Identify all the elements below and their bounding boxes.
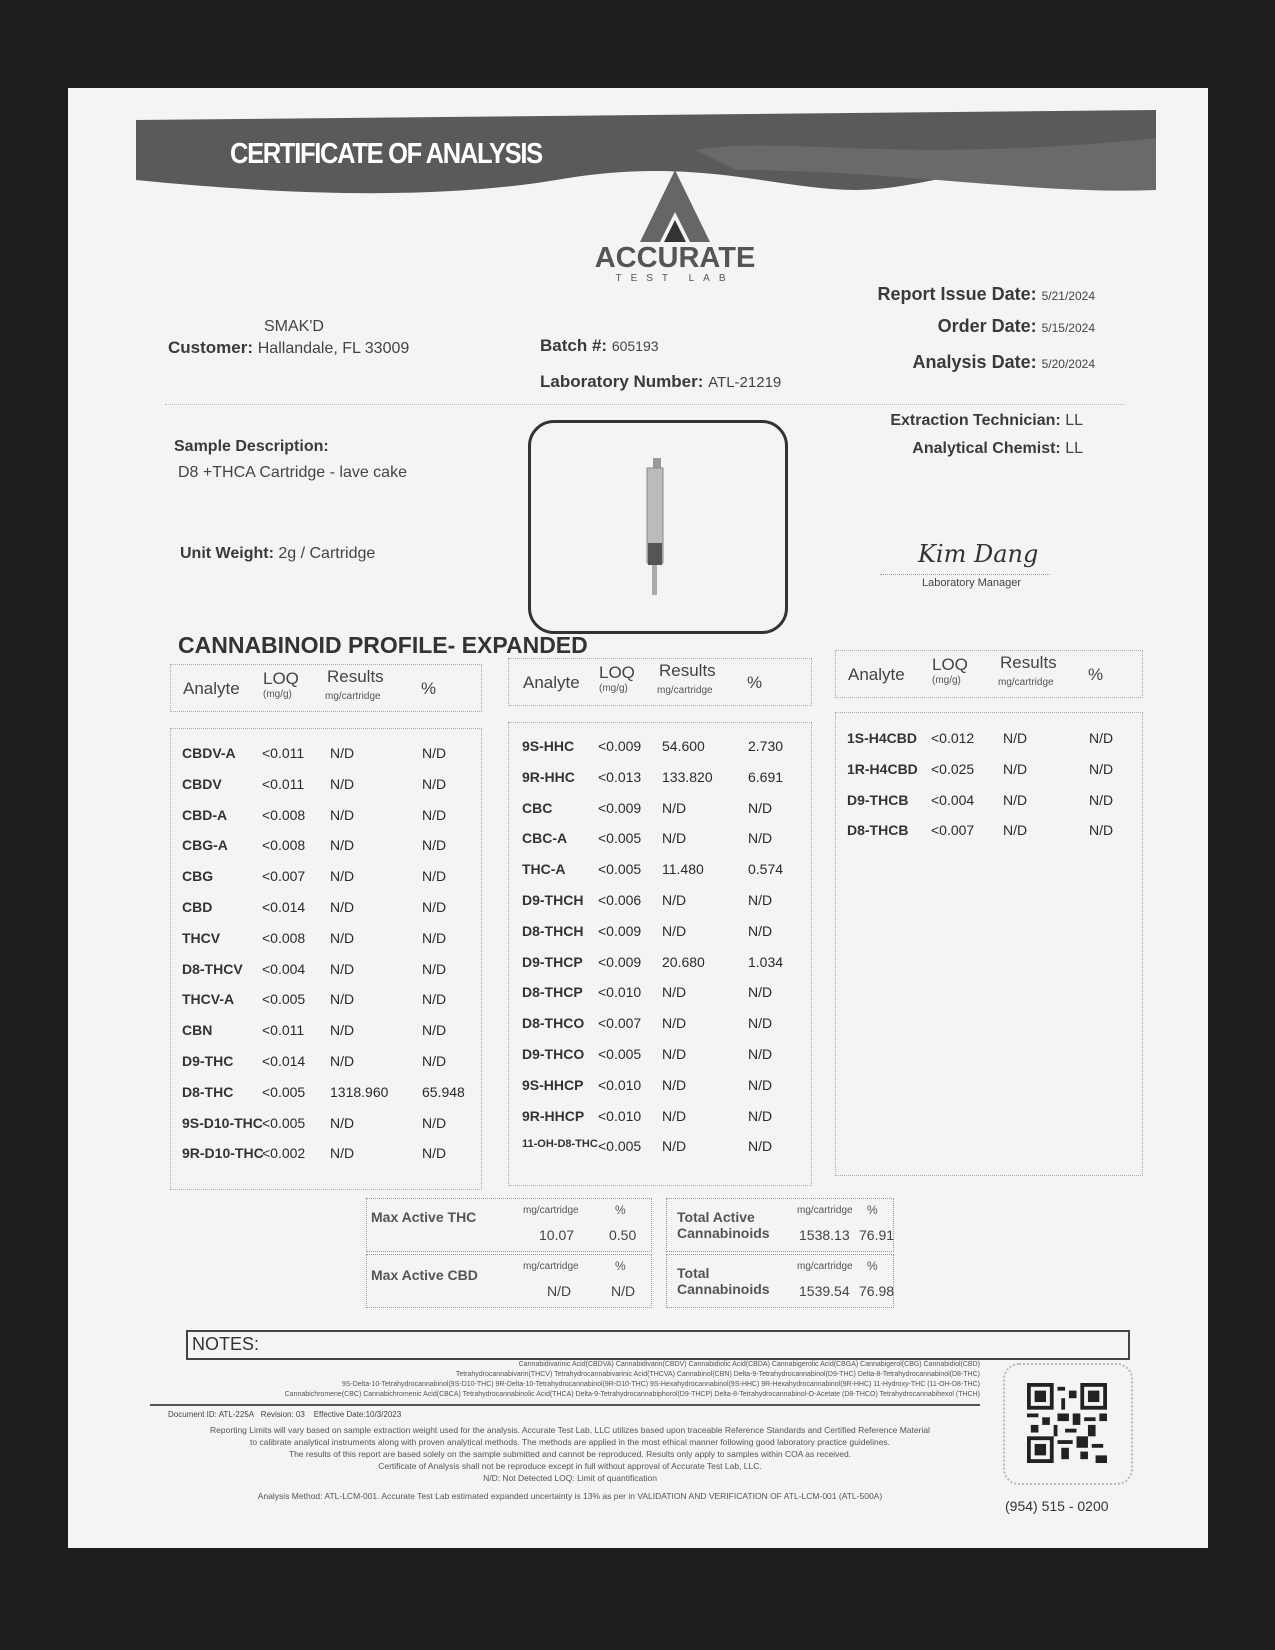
- document-effective-date: Effective Date:10/3/2023: [313, 1410, 402, 1419]
- analyte-name: D8-THCV: [182, 960, 243, 977]
- signature-title: Laboratory Manager: [922, 577, 1022, 589]
- disclaimer-line: N/D: Not Detected LOQ: Limit of quantification: [483, 1473, 657, 1483]
- total-active-mg-unit: mg/cartridge: [797, 1205, 853, 1216]
- customer-label: Customer:: [168, 338, 254, 357]
- logo-subtitle: TEST LAB: [615, 273, 735, 284]
- chemist-label: Analytical Chemist:: [912, 440, 1061, 457]
- signature: Kim Dang: [918, 540, 1039, 568]
- loq-value: <0.006: [598, 892, 642, 908]
- loq-value: <0.014: [262, 899, 306, 915]
- header-loq-unit: (mg/g): [599, 683, 628, 694]
- result-mg: N/D: [330, 1022, 355, 1039]
- table-row: [170, 1145, 480, 1175]
- loq-value: <0.010: [598, 984, 642, 1001]
- table-row: [835, 792, 1141, 822]
- analysis-date-label: Analysis Date:: [912, 352, 1037, 372]
- analyte-name: THC-A: [522, 861, 566, 878]
- order-date: [938, 316, 1095, 337]
- lab-number-label: Laboratory Number:: [540, 372, 704, 391]
- result-percent: N/D: [422, 1145, 447, 1162]
- phone-number: (954) 515 - 0200: [1005, 1498, 1109, 1514]
- result-mg: N/D: [330, 929, 355, 946]
- table-row: [170, 745, 480, 775]
- table-row: [508, 892, 810, 922]
- table-row: [170, 868, 480, 898]
- analyte-name: D9-THCO: [522, 1046, 585, 1062]
- table-row: [170, 776, 480, 806]
- notes-label: NOTES:: [192, 1334, 260, 1354]
- lab-number-value: ATL-21219: [708, 374, 782, 391]
- result-mg: N/D: [330, 1053, 355, 1069]
- header-analyte: Analyte: [183, 679, 240, 698]
- loq-value: <0.008: [262, 806, 306, 823]
- table-row: [508, 861, 810, 891]
- result-percent: N/D: [422, 899, 447, 915]
- analysis-date: [913, 352, 1095, 373]
- notes-line: Cannabidivarinic Acid(CBDVA) Cannabidivarin(CBDV) Cannabidiolic Acid(CBDA) Cannabigerolic Acid(CBGA) Cannabigerol(CBG) Cannabidiol(CBD): [518, 1361, 980, 1368]
- loq-value: <0.005: [598, 1138, 642, 1155]
- result-percent: N/D: [422, 929, 447, 946]
- total-mg-unit: mg/cartridge: [797, 1261, 853, 1272]
- result-percent: N/D: [422, 745, 447, 761]
- loq-value: <0.007: [931, 822, 975, 839]
- loq-value: <0.005: [262, 1114, 306, 1131]
- result-mg: N/D: [1003, 791, 1028, 808]
- table-row: [170, 807, 480, 837]
- result-percent: N/D: [748, 1138, 773, 1155]
- total-label-2: Cannabinoids: [677, 1281, 770, 1297]
- analyte-name: CBDV-A: [182, 745, 236, 761]
- table-row: [508, 923, 810, 953]
- analyte-name: 9S-HHC: [522, 738, 575, 754]
- profile-title: CANNABINOID PROFILE- EXPANDED: [178, 632, 588, 658]
- header-loq-unit: (mg/g): [263, 689, 292, 700]
- max-cbd-pct: N/D: [611, 1283, 636, 1299]
- table-row: [508, 738, 810, 768]
- notes-divider: [150, 1404, 980, 1406]
- total-active-pct: 76.91: [859, 1227, 895, 1243]
- max-cbd-label: Max Active CBD: [371, 1267, 478, 1283]
- table-header: [835, 650, 1143, 698]
- result-percent: N/D: [1089, 760, 1114, 777]
- loq-value: <0.005: [598, 1046, 642, 1062]
- header-loq: LOQ: [263, 669, 299, 688]
- unit-weight: [180, 545, 375, 563]
- table-row: [170, 1084, 480, 1114]
- header-percent: %: [1088, 665, 1104, 684]
- loq-value: <0.025: [931, 760, 975, 777]
- result-percent: N/D: [422, 1022, 447, 1039]
- analyte-name: D8-THCH: [522, 922, 584, 939]
- notes-line: Tetrahydrocannabivarin(THCV) Tetrahydrocannabivarinic Acid(THCVA) Cannabinol(CBN) Delta-9-Tetrahydrocannabinol(D9-THC) Delta-8-Tetrahydrocannabinol(D8-THC): [455, 1371, 980, 1378]
- analyte-name: 9R-HHC: [522, 768, 575, 785]
- max-cbd-mg: N/D: [547, 1283, 572, 1299]
- result-percent: N/D: [1089, 730, 1114, 746]
- loq-value: <0.013: [598, 768, 642, 785]
- result-mg: N/D: [1003, 822, 1028, 839]
- result-percent: N/D: [422, 960, 447, 977]
- disclaimer-line: to calibrate analytical instruments along with proven analytical methods. The methods are applied in the most ethical manner following good laboratory practice guidelines.: [249, 1437, 891, 1447]
- total-active-label: [677, 1209, 770, 1241]
- table-row: [835, 822, 1141, 852]
- result-mg: N/D: [330, 1114, 355, 1131]
- cartridge-image-icon: [531, 423, 785, 631]
- table-row: [835, 730, 1141, 760]
- header-results: Results: [659, 661, 716, 680]
- notes-text: [150, 1360, 980, 1400]
- chemist-value: LL: [1065, 440, 1083, 457]
- analyte-name: THCV-A: [182, 991, 235, 1008]
- table-row: [508, 1138, 810, 1168]
- document-title: CERTIFICATE OF ANALYSIS: [230, 138, 542, 170]
- table-row: [508, 1046, 810, 1076]
- result-percent: N/D: [748, 1107, 773, 1124]
- document-revision: Revision: 03: [260, 1410, 305, 1419]
- table-row: [508, 800, 810, 830]
- result-percent: N/D: [748, 1015, 773, 1032]
- result-percent: N/D: [422, 837, 447, 854]
- analyte-name: 9S-D10-THC: [182, 1114, 263, 1131]
- result-percent: 2.730: [748, 738, 784, 754]
- result-percent: 6.691: [748, 768, 784, 785]
- analyte-name: 1R-H4CBD: [847, 760, 918, 777]
- analyte-name: 1S-H4CBD: [847, 730, 918, 746]
- unit-weight-value: 2g / Cartridge: [278, 545, 376, 562]
- loq-value: <0.005: [598, 830, 642, 847]
- analyte-name: CBC: [522, 799, 553, 816]
- total-active-mg: 1538.13: [799, 1227, 850, 1243]
- result-mg: N/D: [662, 830, 687, 847]
- table-row: [508, 1108, 810, 1138]
- result-mg: N/D: [1003, 760, 1028, 777]
- document-info: [168, 1410, 401, 1419]
- analyte-name: D9-THCH: [522, 892, 584, 908]
- document-id: Document ID: ATL-225A: [168, 1410, 255, 1419]
- result-mg: N/D: [330, 837, 355, 854]
- analyte-name: CBG-A: [182, 837, 228, 854]
- batch-label: Batch #:: [540, 336, 608, 355]
- total-active-cannabinoids-box: [666, 1198, 894, 1252]
- order-date-value: 5/15/2024: [1041, 321, 1095, 335]
- sample-image-frame: [528, 420, 788, 634]
- result-mg: 11.480: [662, 861, 704, 878]
- result-percent: N/D: [748, 830, 773, 847]
- result-mg: N/D: [662, 1046, 687, 1062]
- total-label: [677, 1265, 770, 1297]
- loq-value: <0.004: [931, 791, 975, 808]
- header-analyte: Analyte: [523, 673, 580, 692]
- result-percent: N/D: [748, 799, 773, 816]
- analyte-name: D8-THCO: [522, 1015, 585, 1032]
- batch-field: [540, 336, 659, 356]
- analyte-name: D8-THCP: [522, 984, 583, 1001]
- result-mg: N/D: [662, 922, 687, 939]
- loq-value: <0.010: [598, 1107, 642, 1124]
- loq-value: <0.007: [262, 868, 306, 885]
- table-row: [508, 954, 810, 984]
- notes-box: [186, 1330, 1130, 1360]
- loq-value: <0.009: [598, 738, 642, 754]
- table-row: [508, 830, 810, 860]
- result-mg: N/D: [330, 899, 355, 915]
- loq-value: <0.012: [931, 730, 975, 746]
- total-pct-unit: %: [867, 1259, 878, 1273]
- result-percent: N/D: [422, 1053, 447, 1069]
- loq-value: <0.007: [598, 1015, 642, 1032]
- analyte-name: CBG: [182, 868, 214, 885]
- max-cbd-mg-unit: mg/cartridge: [523, 1261, 579, 1272]
- header-percent: %: [747, 673, 763, 692]
- result-mg: N/D: [662, 984, 687, 1001]
- result-mg: N/D: [662, 1015, 687, 1032]
- table-row: [508, 769, 810, 799]
- result-mg: N/D: [330, 806, 355, 823]
- analyte-name: CBC-A: [522, 830, 568, 847]
- max-thc-pct-unit: %: [615, 1203, 626, 1217]
- report-issue-value: 5/21/2024: [1041, 289, 1095, 303]
- max-thc-mg-unit: mg/cartridge: [523, 1205, 579, 1216]
- total-label-1: Total: [677, 1265, 710, 1281]
- table-row: [170, 1022, 480, 1052]
- max-thc-mg: 10.07: [539, 1227, 575, 1243]
- table-row: [170, 930, 480, 960]
- total-active-pct-unit: %: [867, 1203, 878, 1217]
- loq-value: <0.009: [598, 922, 642, 939]
- report-issue-label: Report Issue Date:: [877, 284, 1037, 304]
- analyte-name: CBD-A: [182, 806, 228, 823]
- loq-value: <0.004: [262, 960, 306, 977]
- analyte-name: 9R-D10-THC: [182, 1145, 264, 1162]
- table-header: [170, 664, 482, 712]
- disclaimer-line: The results of this report are based solely on the sample submitted and cannot be reproduced. Results only apply to samples within COA as received.: [288, 1449, 852, 1459]
- max-thc-pct: 0.50: [609, 1227, 637, 1243]
- signature-line: [880, 574, 1050, 575]
- header-results: Results: [327, 667, 384, 686]
- analytical-chemist: [912, 440, 1083, 458]
- result-mg: N/D: [330, 960, 355, 977]
- table-row: [170, 899, 480, 929]
- result-mg: N/D: [330, 991, 355, 1008]
- analyte-name: D9-THC: [182, 1053, 234, 1069]
- result-mg: N/D: [330, 1145, 355, 1162]
- analyte-name: CBN: [182, 1022, 213, 1039]
- customer-block: [168, 338, 409, 358]
- batch-value: 605193: [611, 338, 659, 354]
- result-mg: N/D: [662, 1138, 687, 1155]
- table-row: [170, 837, 480, 867]
- table-row: [508, 1077, 810, 1107]
- report-issue-date: [878, 284, 1095, 305]
- order-date-label: Order Date:: [937, 316, 1037, 336]
- extraction-technician: [890, 412, 1083, 430]
- loq-value: <0.005: [262, 1083, 306, 1100]
- table-row: [508, 1015, 810, 1045]
- loq-value: <0.009: [598, 799, 642, 816]
- table-header: [508, 658, 812, 706]
- max-thc-label: Max Active THC: [371, 1209, 477, 1225]
- analyte-name: CBD: [182, 899, 213, 915]
- max-cbd-pct-unit: %: [615, 1259, 626, 1273]
- result-percent: N/D: [422, 775, 447, 792]
- result-percent: 65.948: [422, 1083, 465, 1100]
- result-mg: N/D: [662, 892, 687, 908]
- analyte-name: D8-THCB: [847, 822, 909, 839]
- analyte-name: THCV: [182, 929, 221, 946]
- header-loq: LOQ: [599, 663, 635, 682]
- lab-number-field: [540, 372, 781, 392]
- total-pct: 76.98: [859, 1283, 895, 1299]
- loq-value: <0.014: [262, 1053, 306, 1069]
- table-row: [170, 1115, 480, 1145]
- qr-code-frame: [1003, 1363, 1133, 1485]
- total-mg: 1539.54: [799, 1283, 850, 1299]
- total-cannabinoids-box: [666, 1254, 894, 1308]
- result-mg: 54.600: [662, 738, 705, 754]
- result-mg: N/D: [662, 1076, 687, 1093]
- header-analyte: Analyte: [848, 665, 905, 684]
- header-divider: [165, 404, 1125, 406]
- result-percent: N/D: [1089, 791, 1114, 808]
- header-results-unit: mg/cartridge: [657, 685, 713, 696]
- table-row: [170, 991, 480, 1021]
- result-mg: 133.820: [662, 768, 713, 785]
- lab-logo: [590, 170, 760, 284]
- analysis-date-value: 5/20/2024: [1041, 357, 1095, 371]
- loq-value: <0.005: [598, 861, 642, 878]
- header-results-unit: mg/cartridge: [325, 691, 381, 702]
- header-loq-unit: (mg/g): [932, 675, 961, 686]
- result-percent: N/D: [748, 984, 773, 1001]
- unit-weight-label: Unit Weight:: [180, 545, 274, 562]
- header-percent: %: [421, 679, 437, 698]
- table-row: [508, 984, 810, 1014]
- result-mg: N/D: [662, 1107, 687, 1124]
- result-mg: N/D: [330, 775, 355, 792]
- result-percent: 0.574: [748, 861, 784, 878]
- customer-address: Hallandale, FL 33009: [257, 340, 410, 357]
- table-row: [170, 1053, 480, 1083]
- total-active-label-2: Cannabinoids: [677, 1225, 770, 1241]
- result-percent: N/D: [1089, 822, 1114, 839]
- loq-value: <0.008: [262, 837, 306, 854]
- total-active-label-1: Total Active: [677, 1209, 755, 1225]
- result-percent: N/D: [422, 806, 447, 823]
- result-mg: N/D: [330, 868, 355, 885]
- result-mg: N/D: [330, 745, 355, 761]
- logo-wordmark: ACCURATE: [594, 242, 756, 274]
- loq-value: <0.005: [262, 991, 306, 1008]
- extraction-label: Extraction Technician:: [890, 412, 1061, 429]
- analyte-name: CBDV: [182, 775, 222, 792]
- table-row: [170, 961, 480, 991]
- result-percent: N/D: [748, 892, 773, 908]
- disclaimer-line: Reporting Limits will vary based on sample extraction weight used for the analysis. Accurate Test Lab, LLC utilizes based upon traceable Reference Standards and Certified Reference Material: [210, 1425, 930, 1435]
- loq-value: <0.011: [262, 1022, 305, 1039]
- notes-line: 9S-Delta-10-Tetrahydrocannabinol(9S-D10-THC) 9R-Delta-10-Tetrahydrocannabinol(9R-D10-THC) 9S-Hexahydrocannabinol(9S-HHC) 9R-Hexahydrocannabinol(9R-HHC) 11-Hydroxy-THC (11-OH-D8-THC): [341, 1381, 980, 1388]
- analyte-name: 9S-HHCP: [522, 1076, 584, 1093]
- max-active-thc-box: [366, 1198, 652, 1252]
- disclaimer-line: Certificate of Analysis shall not be reproduce except in full without approval of Accurate Test Lab, LLC.: [378, 1461, 762, 1471]
- analyte-name: D9-THCB: [847, 791, 909, 808]
- customer-name: SMAK'D: [264, 318, 324, 335]
- analysis-method: Analysis Method: ATL-LCM-001. Accurate Test Lab estimated expanded uncertainty is 13% as per in VALIDATION AND VERIFICATION OF ATL-LCM-001 (ATL-500A): [257, 1491, 883, 1501]
- loq-value: <0.011: [262, 745, 305, 761]
- analyte-name: D8-THC: [182, 1083, 234, 1100]
- loq-value: <0.010: [598, 1076, 642, 1093]
- result-mg: 1318.960: [330, 1083, 389, 1100]
- result-mg: 20.680: [662, 953, 705, 970]
- analyte-name: 9R-HHCP: [522, 1107, 585, 1124]
- result-mg: N/D: [662, 799, 687, 816]
- result-percent: N/D: [422, 1114, 447, 1131]
- loq-value: <0.002: [262, 1145, 306, 1162]
- disclaimer: [145, 1424, 995, 1502]
- notes-line: Cannabichromene(CBC) Cannabichromenic Acid(CBCA) Tetrahydrocannabinolic Acid(THCA) Delta-9-Tetrahydrocannabiphorol(D9-THCP) Delta-8-Tetrahydrocannabinol-O-Acetate (D8-THCO) Tetrahydrocannabihexol (THCH): [284, 1391, 980, 1398]
- header-results: Results: [1000, 653, 1057, 672]
- result-percent: N/D: [748, 922, 773, 939]
- logo-triangle-icon: [640, 170, 710, 242]
- result-percent: N/D: [422, 868, 447, 885]
- result-percent: N/D: [748, 1076, 773, 1093]
- loq-value: <0.011: [262, 775, 305, 792]
- loq-value: <0.009: [598, 953, 642, 970]
- result-percent: 1.034: [748, 953, 784, 970]
- result-percent: N/D: [422, 991, 447, 1008]
- sample-description-label: Sample Description:: [174, 438, 329, 455]
- analyte-name: D9-THCP: [522, 953, 583, 970]
- sample-description: D8 +THCA Cartridge - lave cake: [178, 464, 407, 481]
- result-mg: N/D: [1003, 730, 1028, 746]
- qr-code-icon[interactable]: [1027, 1383, 1107, 1463]
- table-row: [835, 761, 1141, 791]
- extraction-value: LL: [1065, 412, 1083, 429]
- loq-value: <0.008: [262, 929, 306, 946]
- result-percent: N/D: [748, 1046, 773, 1062]
- max-active-cbd-box: [366, 1254, 652, 1308]
- header-results-unit: mg/cartridge: [998, 677, 1054, 688]
- header-loq: LOQ: [932, 655, 968, 674]
- analyte-name: 11-OH-D8-THC: [522, 1138, 598, 1151]
